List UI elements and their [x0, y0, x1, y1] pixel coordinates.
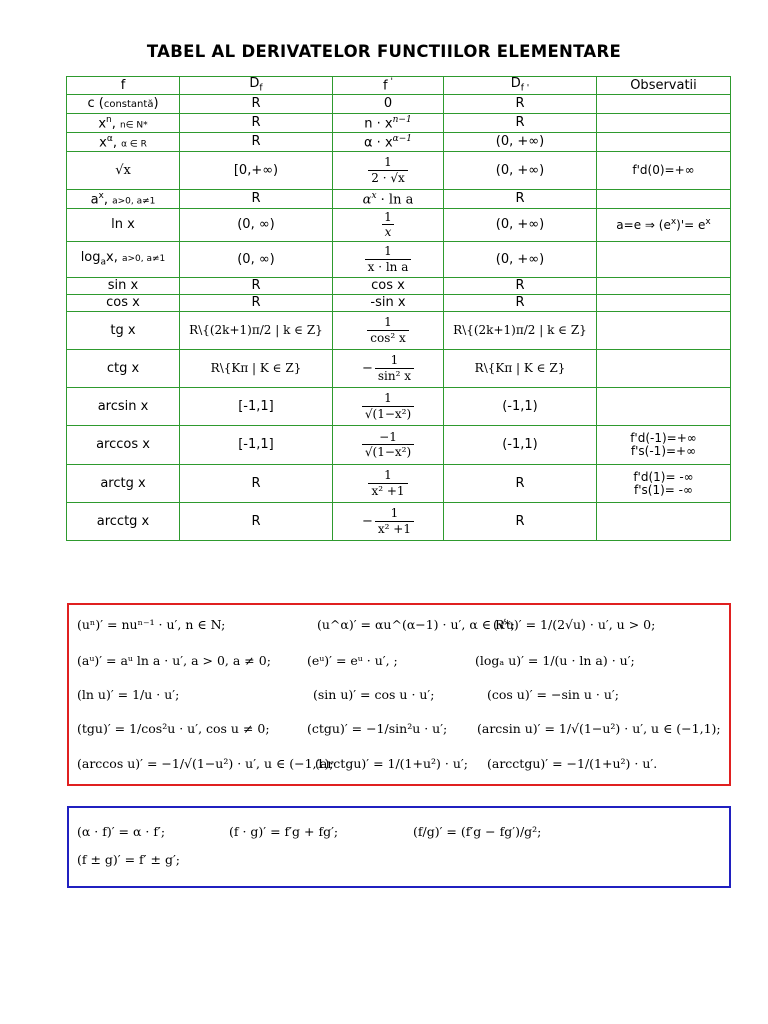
cell-derivative: 0	[333, 95, 444, 114]
cell-function: cos x	[67, 295, 180, 312]
formula: (sin u)′ = cos u · u′;	[313, 687, 435, 702]
formula: (arcsin u)′ = 1/√(1−u²) · u′, u ∈ (−1,1);	[477, 721, 721, 736]
cell-derivative-domain: (0, +∞)	[444, 242, 597, 278]
cell-function: arcctg x	[67, 503, 180, 541]
cell-derivative-domain: (-1,1)	[444, 426, 597, 465]
cell-function: ctg x	[67, 350, 180, 388]
formula: (ln u)′ = 1/u · u′;	[77, 687, 180, 702]
cell-derivative-domain: R\{(2k+1)π/2 | k ∈ Z}	[444, 312, 597, 350]
table-row	[67, 426, 731, 465]
cell-derivative	[333, 242, 444, 278]
cell-observation: f'd(-1)=+∞ f's(-1)=+∞	[597, 426, 731, 465]
derivatives-table	[66, 76, 731, 541]
fraction: $\frac{1}{\text{x² +1}}$	[368, 469, 407, 499]
formula: (cos u)′ = −sin u · u′;	[487, 687, 619, 702]
cell-derivative-domain: R	[444, 465, 597, 503]
table-row	[67, 114, 731, 133]
cell-derivative-domain: (-1,1)	[444, 388, 597, 426]
cell-observation	[597, 114, 731, 133]
cell-function: sin x	[67, 278, 180, 295]
formula: (arccos u)′ = −1/√(1−u²) · u′, u ∈ (−1,1);	[77, 756, 334, 771]
fraction: $\frac{1}{x}$	[381, 211, 395, 241]
fraction: $\frac{-1}{\text{√(1−x²)}}$	[362, 431, 414, 461]
table-header-row	[67, 77, 731, 95]
formula: (f/g)′ = (f′g − fg′)/g²;	[413, 824, 542, 839]
cell-observation: f'd(0)=+∞	[597, 152, 731, 190]
cell-derivative: cos x	[333, 278, 444, 295]
cell-observation	[597, 190, 731, 209]
cell-observation	[597, 278, 731, 295]
cell-derivative-domain: R	[444, 278, 597, 295]
formula: (u^α)′ = αu^(α−1) · u′, α ∈ R*;	[317, 617, 515, 632]
cell-derivative-domain: (0, +∞)	[444, 133, 597, 152]
table-row	[67, 242, 731, 278]
cell-function: $x^n$, n∈ N*	[67, 114, 180, 133]
cell-derivative	[333, 152, 444, 190]
cell-derivative-domain: R\{Kπ | K ∈ Z}	[444, 350, 597, 388]
cell-domain: R\{(2k+1)π/2 | k ∈ Z}	[180, 312, 333, 350]
cell-function: arctg x	[67, 465, 180, 503]
cell-observation: f'd(1)= -∞ f's(1)= -∞	[597, 465, 731, 503]
cell-derivative: $n \cdot x^{n-1}$	[333, 114, 444, 133]
cell-function: √x	[67, 152, 180, 190]
cell-domain: R	[180, 503, 333, 541]
table-row	[67, 465, 731, 503]
header-observations: Observatii	[597, 77, 731, 95]
cell-function: $a^x$, a>0, a≠1	[67, 190, 180, 209]
cell-function: $\log_ax$, a>0, a≠1	[67, 242, 180, 278]
cell-derivative: − $\frac{1}{\text{x² +1}}$	[333, 503, 444, 541]
formula: (arctgu)′ = 1/(1+u²) · u′;	[315, 756, 468, 771]
cell-domain: [-1,1]	[180, 388, 333, 426]
cell-derivative: $\alpha^x \cdot \ln a$	[333, 190, 444, 209]
cell-observation	[597, 350, 731, 388]
table-row	[67, 209, 731, 242]
cell-domain: (0, ∞)	[180, 242, 333, 278]
cell-function: c (constantă)	[67, 95, 180, 114]
cell-domain: R	[180, 133, 333, 152]
formula: (ctgu)′ = −1/sin²u · u′;	[307, 721, 448, 736]
table-row	[67, 503, 731, 541]
formula: (eᵘ)′ = eᵘ · u′, ;	[307, 653, 398, 668]
cell-derivative	[333, 426, 444, 465]
formula: (α · f)′ = α · f′;	[77, 824, 166, 839]
cell-derivative	[333, 312, 444, 350]
cell-derivative-domain: (0, +∞)	[444, 152, 597, 190]
cell-derivative	[333, 209, 444, 242]
formula: (aᵘ)′ = aᵘ ln a · u′, a > 0, a ≠ 0;	[77, 653, 271, 668]
operation-rules-box	[67, 806, 731, 888]
formula: (f · g)′ = f′g + fg′;	[229, 824, 339, 839]
cell-observation	[597, 312, 731, 350]
fraction: $\frac{1}{\text{cos² x}}$	[367, 316, 409, 346]
cell-derivative-domain: R	[444, 295, 597, 312]
cell-derivative	[333, 465, 444, 503]
cell-derivative: − $\frac{1}{\text{sin² x}}$	[333, 350, 444, 388]
formula: (f ± g)′ = f′ ± g′;	[77, 852, 180, 867]
formula: (uⁿ)′ = nuⁿ⁻¹ · u′, n ∈ N;	[77, 617, 226, 632]
table-row	[67, 152, 731, 190]
cell-domain: R	[180, 95, 333, 114]
cell-domain: R	[180, 190, 333, 209]
formula: (arcctgu)′ = −1/(1+u²) · u′.	[487, 756, 658, 771]
cell-function: ln x	[67, 209, 180, 242]
formula: (logₐ u)′ = 1/(u · ln a) · u′;	[475, 653, 635, 668]
table-row	[67, 95, 731, 114]
fraction: $\frac{1}{\text{√(1−x²)}}$	[362, 392, 414, 422]
cell-domain: R	[180, 278, 333, 295]
page-title: TABEL AL DERIVATELOR FUNCTIILOR ELEMENTARE	[146, 42, 622, 61]
formula: (tgu)′ = 1/cos²u · u′, cos u ≠ 0;	[77, 721, 270, 736]
header-f: f	[67, 77, 180, 95]
fraction: $\frac{1}{\text{x · ln a}}$	[365, 245, 412, 275]
table-row	[67, 295, 731, 312]
header-derivative: f '	[333, 77, 444, 95]
cell-derivative	[333, 388, 444, 426]
cell-derivative: -sin x	[333, 295, 444, 312]
cell-observation	[597, 503, 731, 541]
cell-domain: [0,+∞)	[180, 152, 333, 190]
cell-domain: R	[180, 465, 333, 503]
table-row	[67, 350, 731, 388]
formula: (√u)′ = 1/(2√u) · u′, u > 0;	[493, 617, 656, 632]
table-row	[67, 133, 731, 152]
cell-function: arccos x	[67, 426, 180, 465]
header-derivative-domain: $D_{f '}$	[444, 77, 597, 95]
fraction: $\frac{1}{\text{x² +1}}$	[375, 507, 414, 537]
cell-observation: a=e ⇒ $(e^x)'= e^x$	[597, 209, 731, 242]
cell-observation	[597, 242, 731, 278]
cell-observation	[597, 133, 731, 152]
fraction: $\frac{1}{\text{sin² x}}$	[375, 354, 414, 384]
table-row	[67, 190, 731, 209]
cell-domain: R	[180, 114, 333, 133]
cell-function: arcsin x	[67, 388, 180, 426]
cell-derivative-domain: R	[444, 114, 597, 133]
fraction: $\frac{1}{2 \cdot √x}$	[368, 156, 408, 186]
cell-domain: (0, ∞)	[180, 209, 333, 242]
cell-derivative: $\alpha \cdot x^{\alpha-1}$	[333, 133, 444, 152]
cell-derivative-domain: (0, +∞)	[444, 209, 597, 242]
table-row	[67, 312, 731, 350]
cell-domain: R	[180, 295, 333, 312]
cell-observation	[597, 388, 731, 426]
cell-function: $x^\alpha$, α ∈ R	[67, 133, 180, 152]
table-row	[67, 388, 731, 426]
cell-observation	[597, 295, 731, 312]
table-row	[67, 278, 731, 295]
cell-derivative-domain: R	[444, 503, 597, 541]
cell-domain: [-1,1]	[180, 426, 333, 465]
cell-domain: R\{Kπ | K ∈ Z}	[180, 350, 333, 388]
cell-derivative-domain: R	[444, 95, 597, 114]
composite-rules-box	[67, 603, 731, 786]
cell-observation	[597, 95, 731, 114]
cell-derivative-domain: R	[444, 190, 597, 209]
header-domain: $D_f$	[180, 77, 333, 95]
cell-function: tg x	[67, 312, 180, 350]
